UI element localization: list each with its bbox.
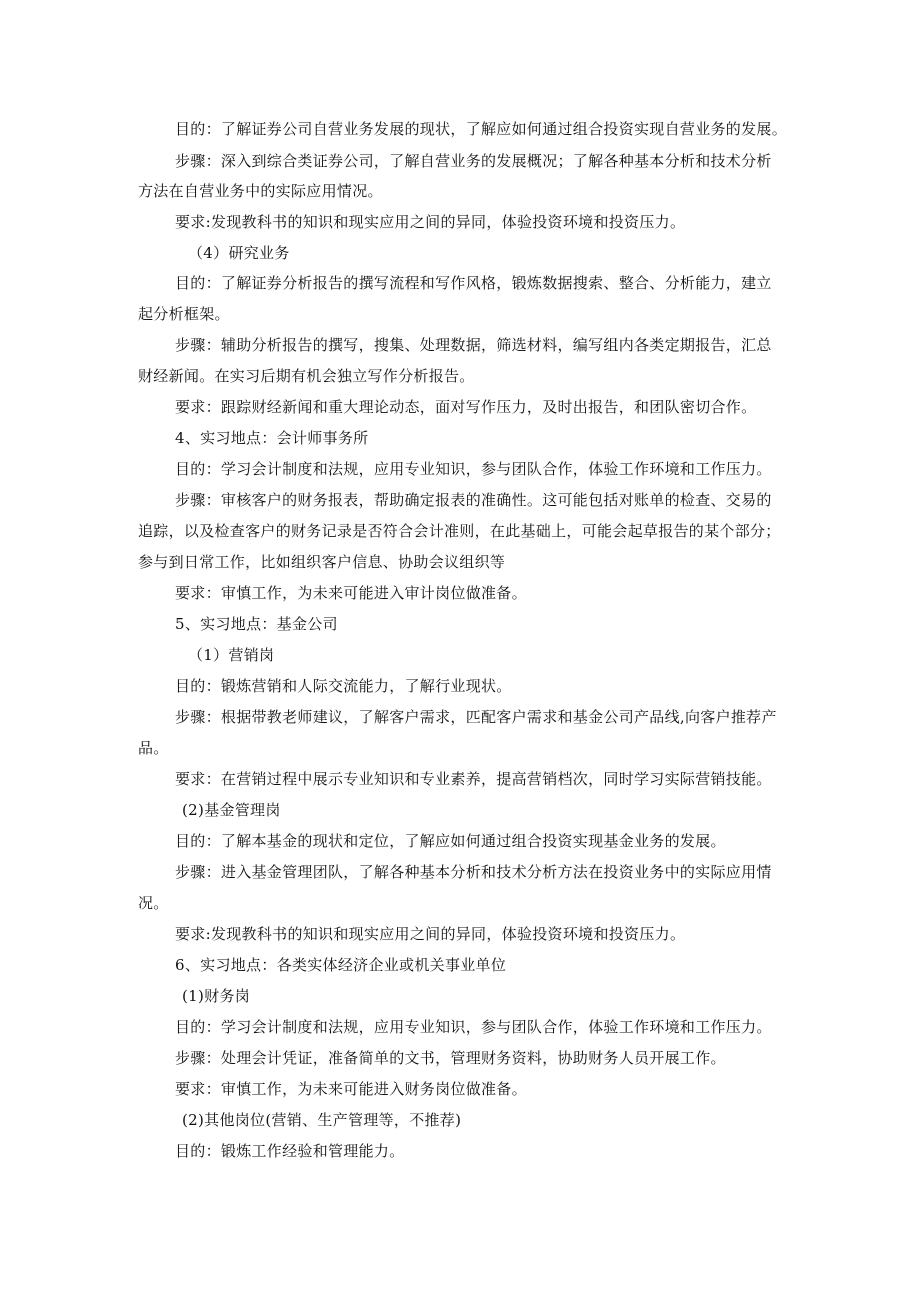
section-heading: 6、实习地点：各类实体经济企业或机关事业单位 <box>175 956 507 974</box>
section-heading: 4、实习地点：会计师事务所 <box>175 429 369 447</box>
paragraph-line: 要求:发现教科书的知识和现实应用之间的异同，体验投资环境和投资压力。 <box>175 925 686 943</box>
section-heading: (2)其他岗位(营销、生产管理等，不推荐) <box>182 1111 462 1129</box>
paragraph-line: 步骤：辅助分析报告的撰写，搜集、处理数据，筛选材料，编写组内各类定期报告，汇总 <box>175 336 772 354</box>
section-heading: (1)财务岗 <box>182 987 251 1005</box>
paragraph-line: 参与到日常工作，比如组织客户信息、协助会议组织等 <box>138 553 506 571</box>
section-heading: （1）营销岗 <box>188 646 275 664</box>
paragraph-line: 要求：审慎工作，为未来可能进入审计岗位做准备。 <box>175 584 527 602</box>
paragraph-line: 要求：在营销过程中展示专业知识和专业素养，提高营销档次，同时学习实际营销技能。 <box>175 770 772 788</box>
paragraph-line: 步骤：深入到综合类证券公司，了解自营业务的发展概况；了解各种基本分析和技术分析 <box>175 152 772 170</box>
paragraph-line: 目的：锻炼工作经验和管理能力。 <box>175 1142 405 1160</box>
paragraph-line: 目的：锻炼营销和人际交流能力，了解行业现状。 <box>175 677 512 695</box>
section-heading: （4）研究业务 <box>188 244 290 262</box>
paragraph-line: 目的：学习会计制度和法规，应用专业知识，参与团队合作，体验工作环境和工作压力。 <box>175 460 772 478</box>
paragraph-line: 方法在自营业务中的实际应用情况。 <box>138 182 383 200</box>
paragraph-line: 步骤：处理会计凭证，准备简单的文书，管理财务资料，协助财务人员开展工作。 <box>175 1049 726 1067</box>
paragraph-line: 目的：了解证券公司自营业务发展的现状，了解应如何通过组合投资实现自营业务的发展。 <box>175 120 788 138</box>
paragraph-line: 步骤：进入基金管理团队，了解各种基本分析和技术分析方法在投资业务中的实际应用情 <box>175 863 772 881</box>
paragraph-line: 要求：审慎工作，为未来可能进入财务岗位做准备。 <box>175 1080 527 1098</box>
paragraph-line: 起分析框架。 <box>138 305 230 323</box>
paragraph-line: 要求:发现教科书的知识和现实应用之间的异同，体验投资环境和投资压力。 <box>175 213 686 231</box>
paragraph-line: 目的：了解证券分析报告的撰写流程和写作风格，锻炼数据搜索、整合、分析能力，建立 <box>175 274 772 292</box>
paragraph-line: 步骤：审核客户的财务报表，帮助确定报表的准确性。这可能包括对账单的检查、交易的 <box>175 491 772 509</box>
paragraph-line: 目的：了解本基金的现状和定位，了解应如何通过组合投资实现基金业务的发展。 <box>175 832 726 850</box>
paragraph-line: 要求：跟踪财经新闻和重大理论动态，面对写作压力，及时出报告，和团队密切合作。 <box>175 398 757 416</box>
paragraph-line: 步骤：根据带教老师建议，了解客户需求，匹配客户需求和基金公司产品线,向客户推荐产 <box>175 708 777 726</box>
paragraph-line: 追踪，以及检查客户的财务记录是否符合会计准则，在此基础上，可能会起草报告的某个部分； <box>138 522 781 540</box>
section-heading: 5、实习地点：基金公司 <box>175 615 338 633</box>
section-heading: (2)基金管理岗 <box>182 801 281 819</box>
paragraph-line: 品。 <box>138 739 169 757</box>
paragraph-line: 财经新闻。在实习后期有机会独立写作分析报告。 <box>138 367 475 385</box>
paragraph-line: 目的：学习会计制度和法规，应用专业知识，参与团队合作，体验工作环境和工作压力。 <box>175 1018 772 1036</box>
paragraph-line: 况。 <box>138 894 169 912</box>
